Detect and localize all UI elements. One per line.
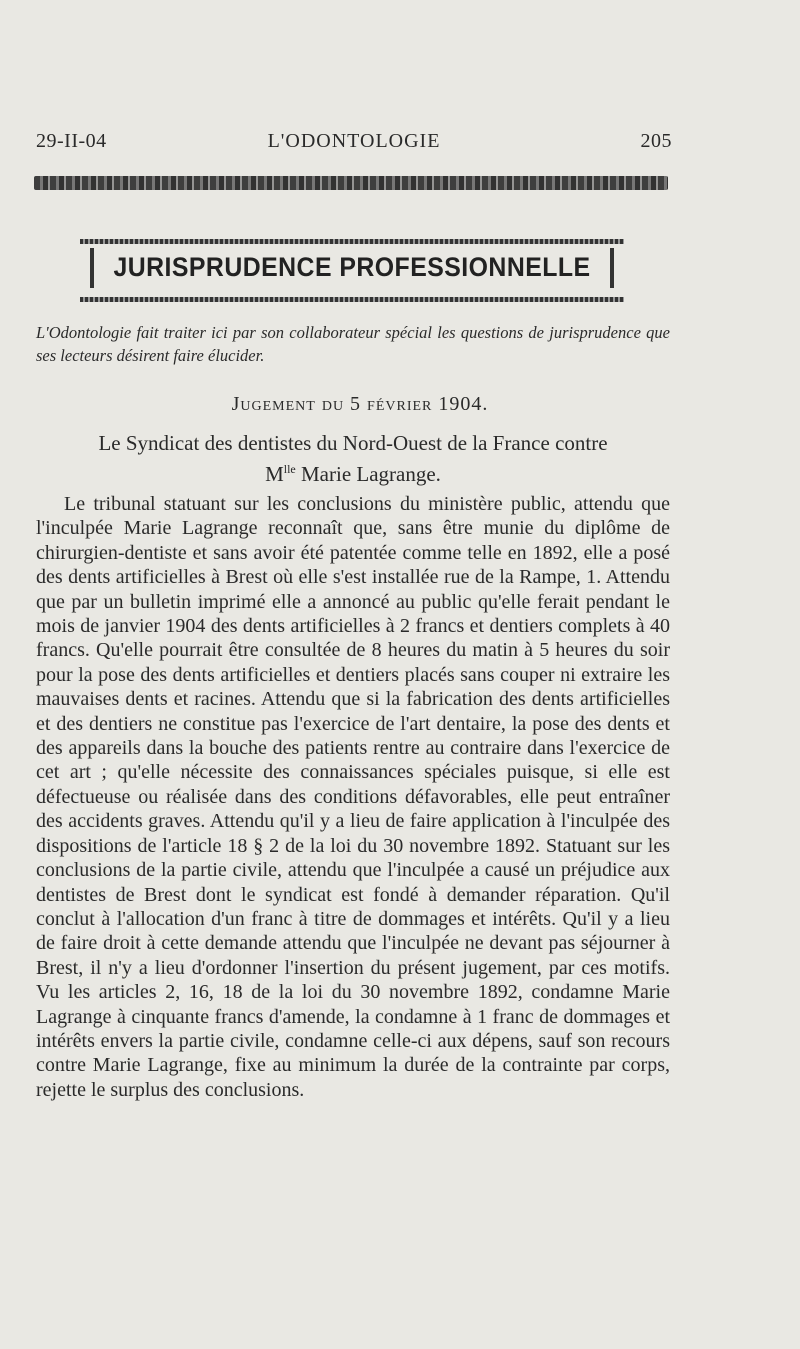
defendant-name: Marie Lagrange. bbox=[295, 462, 441, 486]
frame-bar-right bbox=[610, 248, 614, 288]
defendant-title-sup: lle bbox=[283, 462, 296, 476]
decorative-ornament-band bbox=[34, 176, 668, 190]
judgment-body: Le tribunal statuant sur les conclusions du ministère public, attendu que l'inculpée Marie Lagrange reconnaît que, sans être munie du diplôme de chirurgien-dentiste et sans avoir été patentée comme telle en 1892, elle a posé des dents artificielles à Brest où elle s'est installée rue de la Rampe, 1. Attendu que par un bulletin imprimé elle a annoncé au public qu'elle ferait pendant le mois de janvier 1904 des dents artificielles à 2 francs et dentiers complets à 40 francs. Qu'elle pourrait être consultée de 8 heures du matin à 5 heures du soir pour la pose des dents artificielles et dentiers placés sans couper ni extraire les mauvaises dents et racines. Attendu que si la fabrication des dents artificielles et des dentiers ne constitue pas l'exercice de l'art dentaire, la pose des dents et des appareils dans la bouche des patients rentre au contraire dans l'exercice de cet art ; qu'elle nécessite des connaissances spéciales puisque, si elle est défectueuse ou réalisée dans des conditions défavorables, elle peut entraîner des accidents graves. Attendu qu'il y a lieu de faire application à l'inculpée des dispositions de l'article 18 § 2 de la loi du 30 novembre 1892. Statuant sur les conclusions de la partie civile, attendu que l'inculpée a causé un préjudice aux dentistes de Brest dont le syndicat est fondé à demander réparation. Qu'il conclut à l'allocation d'un franc à titre de dommages et intérêts. Qu'il y a lieu de faire droit à cette demande attendu que l'inculpée ne devant pas séjourner à Brest, il n'y a lieu d'ordonner l'insertion du présent jugement, par ces motifs. Vu les articles 2, 16, 18 de la loi du 30 novembre 1892, condamne Marie Lagrange à cinquante francs d'amende, la condamne à 1 franc de dommages et intérêts envers la partie civile, condamne celle-ci aux dépens, sauf son recours contre Marie Lagrange, fixe au minimum la durée de la contrainte par corps, rejette le surplus des conclusions. bbox=[36, 493, 670, 1101]
defendant-line bbox=[36, 456, 670, 487]
judgment-parties bbox=[36, 430, 670, 487]
section-title: JURISPRUDENCE PROFESSIONNELLE bbox=[113, 252, 591, 282]
section-intro: L'Odontologie fait traiter ici par son collaborateur spécial les questions de jurisprudence que ses lecteurs désirent faire élucider. bbox=[36, 323, 670, 365]
wavy-rule-bottom bbox=[80, 297, 624, 302]
parties-line: Le Syndicat des dentistes du Nord-Ouest de la France contre bbox=[98, 431, 608, 455]
journal-title: L'ODONTOLOGIE bbox=[267, 130, 441, 152]
judgment-heading bbox=[0, 393, 720, 416]
wavy-rule-top bbox=[80, 239, 624, 244]
header-date: 29-II-04 bbox=[36, 130, 107, 152]
section-title-frame bbox=[80, 234, 624, 306]
frame-bar-left bbox=[90, 248, 94, 288]
defendant-title: M bbox=[265, 462, 284, 486]
page-number: 205 bbox=[640, 130, 672, 152]
judgment-title: Jugement du 5 février 1904. bbox=[231, 393, 489, 415]
